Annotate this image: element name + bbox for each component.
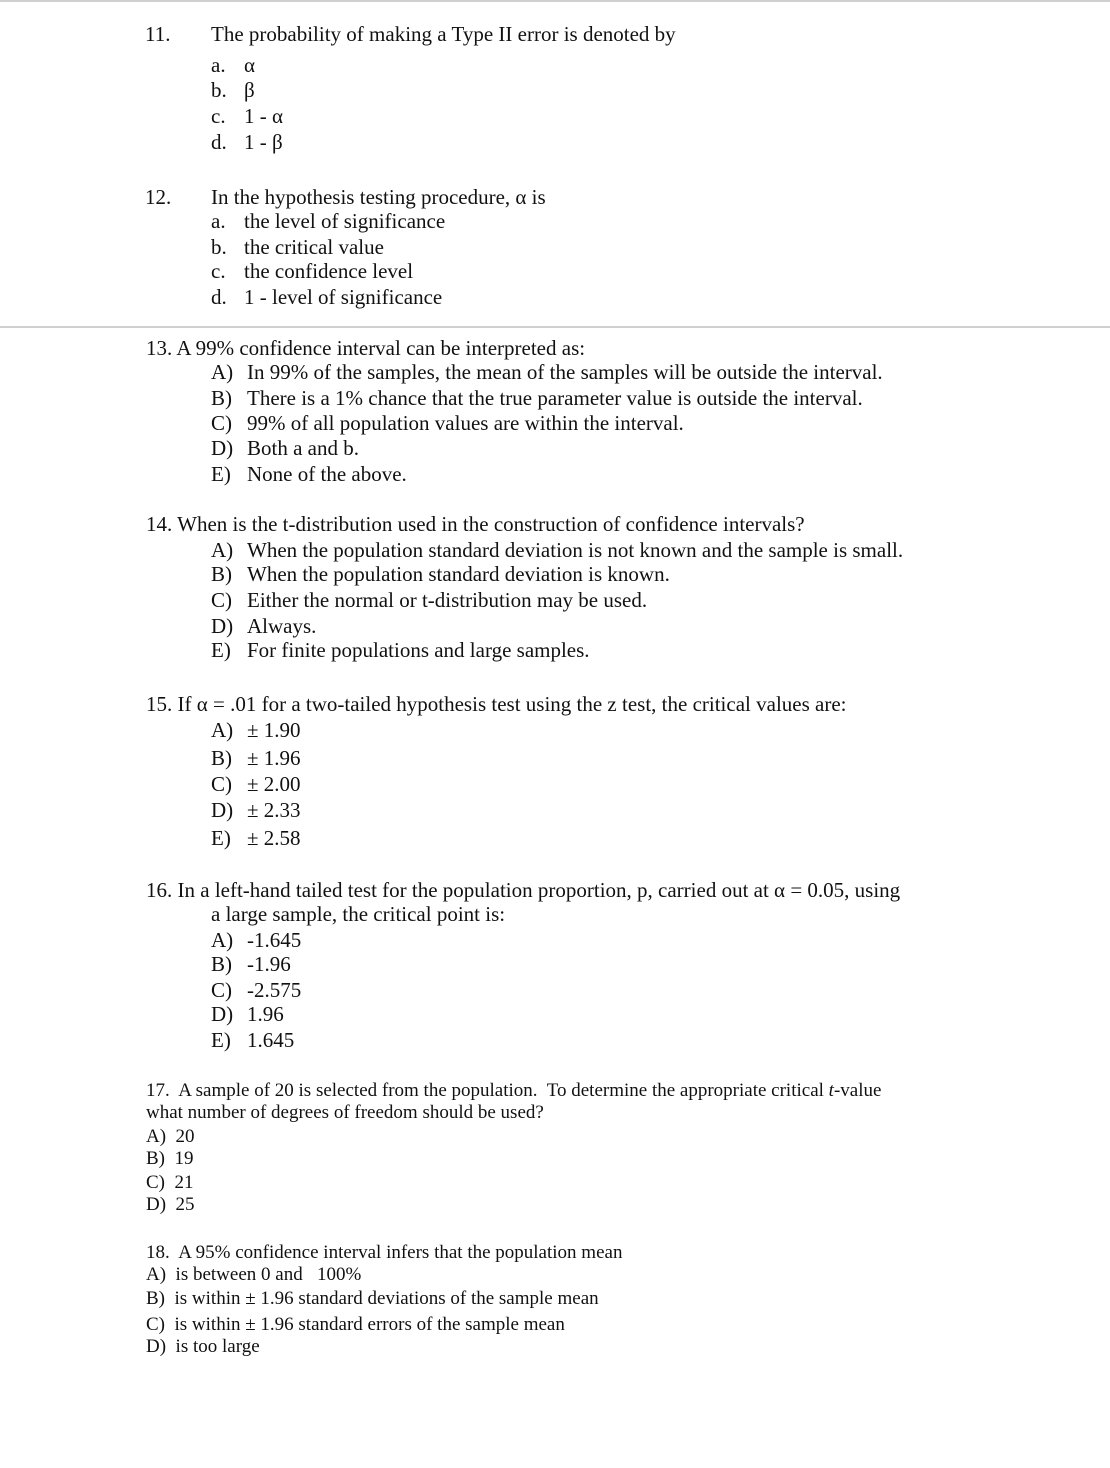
option-text: B) 19 <box>146 1148 194 1169</box>
option-text: -2.575 <box>247 978 302 1002</box>
option-text: ± 2.58 <box>247 826 301 850</box>
option-text: ± 2.00 <box>247 772 301 796</box>
option-text: ± 2.33 <box>247 798 301 822</box>
option-text: When the population standard deviation is known. <box>247 562 670 586</box>
option-letter: D) <box>211 798 234 822</box>
option-letter: D) <box>211 436 234 460</box>
option-text: 99% of all population values are within the interval. <box>247 411 684 435</box>
option-text: 1.96 <box>247 1002 284 1026</box>
option-letter: D) <box>211 1002 234 1026</box>
option-text: D) 25 <box>146 1194 195 1215</box>
stem-part: 17. A sample of 20 is selected from the population. To determine the appropriate critical <box>146 1080 829 1101</box>
option-letter: E) <box>211 638 231 662</box>
option-letter: A) <box>211 928 234 952</box>
option-text: B) is within ± 1.96 standard deviations of the sample mean <box>146 1288 599 1309</box>
option-text: ± 1.96 <box>247 746 301 770</box>
option-text: Always. <box>247 614 317 638</box>
option-letter: C) <box>211 978 232 1002</box>
option-text: A) 20 <box>146 1126 195 1147</box>
question-stem: 14. When is the t-distribution used in the construction of confidence intervals? <box>146 512 805 536</box>
option-text: ± 1.90 <box>247 718 301 742</box>
option-text: α <box>244 53 256 77</box>
question-stem: In the hypothesis testing procedure, α is <box>211 185 546 209</box>
option-letter: A) <box>211 718 234 742</box>
top-divider <box>0 0 1110 2</box>
option-text: There is a 1% chance that the true parameter value is outside the interval. <box>247 386 863 410</box>
question-stem: The probability of making a Type II error is denoted by <box>211 22 676 46</box>
option-letter: B) <box>211 562 232 586</box>
option-text: In 99% of the samples, the mean of the samples will be outside the interval. <box>247 360 883 384</box>
option-text: D) is too large <box>146 1336 260 1357</box>
option-letter: d. <box>211 285 227 309</box>
option-letter: c. <box>211 104 226 128</box>
option-letter: B) <box>211 746 232 770</box>
option-letter: d. <box>211 130 227 154</box>
option-text: C) is within ± 1.96 standard errors of the sample mean <box>146 1314 565 1335</box>
option-text: Either the normal or t-distribution may be used. <box>247 588 648 612</box>
question-number: 11. <box>145 22 171 46</box>
option-letter: C) <box>211 588 232 612</box>
option-text: None of the above. <box>247 462 407 486</box>
option-text: 1 - α <box>244 104 283 128</box>
option-text: 1.645 <box>247 1028 295 1052</box>
option-letter: E) <box>211 826 231 850</box>
option-letter: D) <box>211 614 234 638</box>
option-text: 1 - level of significance <box>244 285 443 309</box>
option-text: Both a and b. <box>247 436 359 460</box>
question-stem: 15. If α = .01 for a two-tailed hypothesis test using the z test, the critical values are: <box>146 692 847 716</box>
question-stem-continued: a large sample, the critical point is: <box>211 902 506 926</box>
stem-t-italic: t <box>828 1080 834 1101</box>
option-letter: b. <box>211 235 227 259</box>
question-stem: 13. A 99% confidence interval can be interpreted as: <box>146 336 586 360</box>
section-divider <box>0 326 1110 328</box>
option-letter: A) <box>211 360 234 384</box>
option-letter: B) <box>211 386 232 410</box>
option-text: the level of significance <box>244 209 446 233</box>
stem-part: -value <box>833 1080 882 1101</box>
option-text: When the population standard deviation is not known and the sample is small. <box>247 538 904 562</box>
option-letter: A) <box>211 538 234 562</box>
option-letter: a. <box>211 209 226 233</box>
question-stem: 16. In a left-hand tailed test for the population proportion, p, carried out at α = 0.05, using <box>146 878 901 902</box>
option-text: For finite populations and large samples. <box>247 638 590 662</box>
option-letter: c. <box>211 259 226 283</box>
option-text: -1.645 <box>247 928 302 952</box>
question-stem <box>146 1080 881 1102</box>
question-number: 12. <box>145 185 172 209</box>
option-letter: B) <box>211 952 232 976</box>
option-text: the confidence level <box>244 259 414 283</box>
option-letter: C) <box>211 411 232 435</box>
option-text: β <box>244 78 255 102</box>
option-letter: E) <box>211 462 231 486</box>
question-stem: 18. A 95% confidence interval infers that the population mean <box>146 1242 623 1263</box>
option-letter: E) <box>211 1028 231 1052</box>
option-text: 1 - β <box>244 130 283 154</box>
option-text: C) 21 <box>146 1172 194 1193</box>
option-text: -1.96 <box>247 952 291 976</box>
option-letter: a. <box>211 53 226 77</box>
option-letter: b. <box>211 78 227 102</box>
option-letter: C) <box>211 772 232 796</box>
option-text: A) is between 0 and 100% <box>146 1264 362 1285</box>
question-stem-continued: what number of degrees of freedom should be used? <box>146 1102 544 1123</box>
option-text: the critical value <box>244 235 384 259</box>
